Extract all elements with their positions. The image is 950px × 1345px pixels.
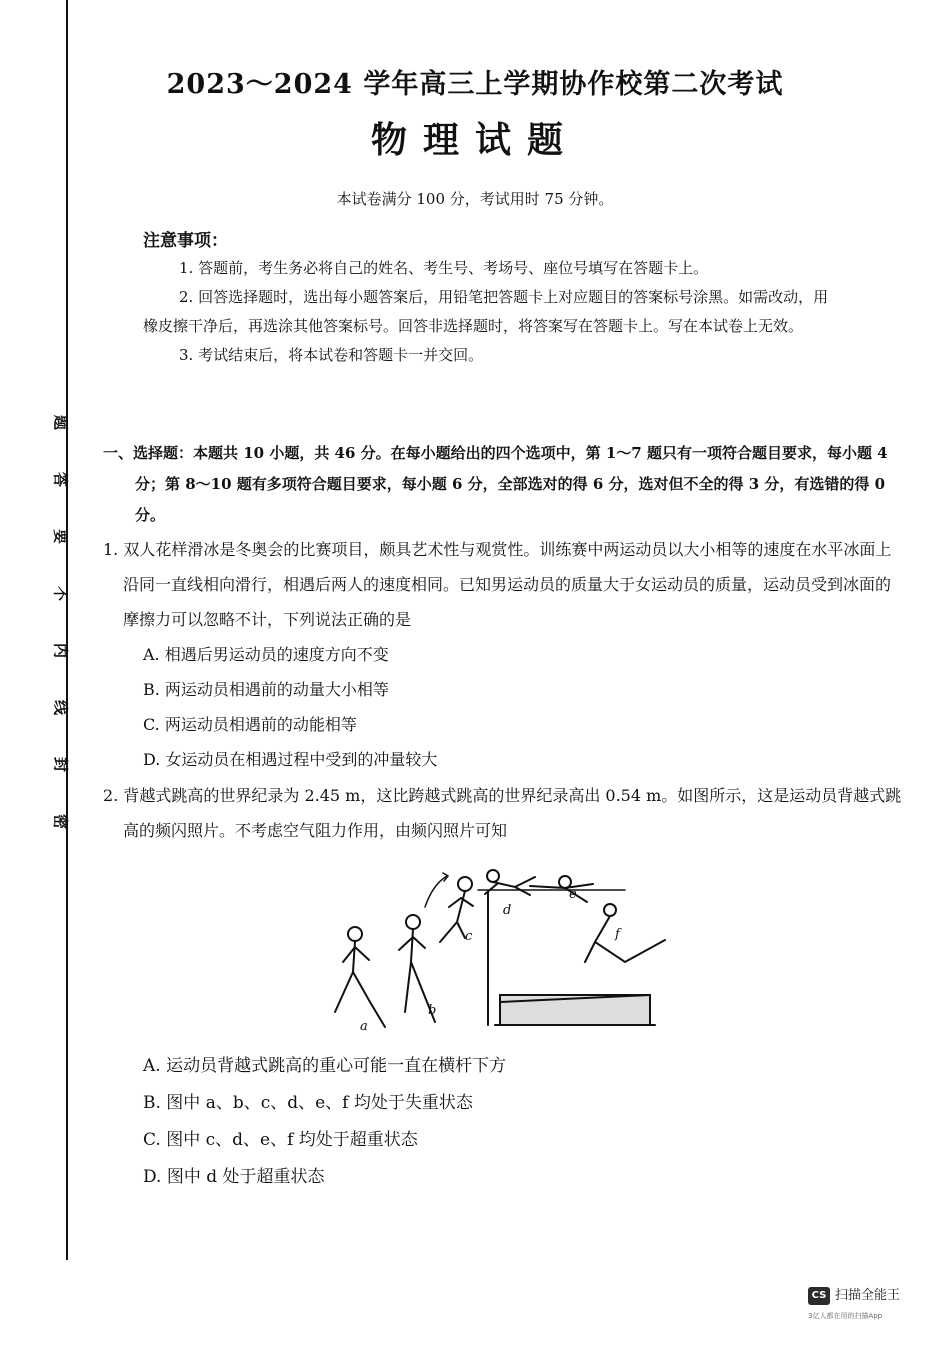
section-instructions [103,438,893,531]
option-c: C. 图中 c、d、e、f 均处于超重状态 [143,1130,418,1150]
notice-item: 1. 答题前，考生务必将自己的姓名、考生号、考场号、座位号填写在答题卡上。 [179,259,709,277]
option-a: A. 运动员背越式跳高的重心可能一直在横杆下方 [143,1056,507,1076]
exam-title: 2023～2024 学年高三上学期协作校第二次考试 [166,69,784,100]
label-d: d [503,903,512,918]
seal-char: 不 [51,585,70,601]
seal-char: 答 [51,471,70,487]
question-stem: 2. 背越式跳高的世界纪录为 2.45 m，这比跨越式跳高的世界纪录高出 0.54 m。如图所示，这是运动员背越式跳高的频闪照片。不考虑空气阻力作用，由频闪照片可知 [103,786,902,840]
label-b: b [428,1003,437,1018]
option-a: A. 相遇后男运动员的速度方向不变 [143,645,389,664]
scanner-watermark [808,1287,918,1327]
question-2 [103,778,903,848]
notice-list [143,254,843,370]
seal-notice [50,415,70,829]
label-e: e [569,887,577,902]
seal-char: 题 [51,414,70,430]
scanner-logo-icon: CS [808,1287,830,1305]
subject-title: 物理试题 [370,119,579,161]
notice-item: 3. 考试结束后，将本试卷和答题卡一并交回。 [179,346,484,364]
option-d: D. 女运动员在相遇过程中受到的冲量较大 [143,750,438,769]
high-jump-figure [325,862,675,1047]
question-stem: 1. 双人花样滑冰是冬奥会的比赛项目，颇具艺术性与观赏性。训练赛中两运动员以大小相等的速度在水平冰面上沿同一直线相向滑行，相遇后两人的速度相同。已知男运动员的质量大于女运动员的质量，运动员受到冰面的摩擦力可以忽略不计，下列说法正确的是 [103,540,892,629]
label-f: f [615,927,620,942]
option-d: D. 图中 d 处于超重状态 [143,1167,325,1187]
seal-char: 要 [51,528,70,544]
scanner-tagline: 3亿人都在用的扫描App [808,1312,883,1320]
exam-info: 本试卷满分 100 分，考试用时 75 分钟。 [336,190,614,208]
section-text: 一、选择题：本题共 10 小题，共 46 分。在每小题给出的四个选项中，第 1～7 题只有一项符合题目要求，每小题 4 分；第 8～10 题有多项符合题目要求，每小题 6 分，全部选对的得 6 分，选对但不全的得 3 分，有选错的得 0 分。 [103,444,888,524]
seal-char: 线 [51,699,70,715]
label-c: c [465,929,473,944]
option-b: B. 图中 a、b、c、d、e、f 均处于失重状态 [143,1093,473,1113]
option-b: B. 两运动员相遇前的动量大小相等 [143,680,389,699]
option-c: C. 两运动员相遇前的动能相等 [143,715,357,734]
question-2-options [143,1048,843,1196]
seal-char: 内 [51,642,70,658]
notice-heading: 注意事项： [143,231,228,251]
question-1 [103,532,903,777]
label-a: a [360,1019,368,1034]
seal-char: 密 [51,813,70,829]
scanner-name: 扫描全能王 [835,1288,901,1303]
seal-char: 封 [51,756,70,772]
notice-item: 2. 回答选择题时，选出每小题答案后，用铅笔把答题卡上对应题目的答案标号涂黑。如需改动，用橡皮擦干净后，再选涂其他答案标号。回答非选择题时，将答案写在答题卡上。写在本试卷上无效。 [143,288,829,335]
